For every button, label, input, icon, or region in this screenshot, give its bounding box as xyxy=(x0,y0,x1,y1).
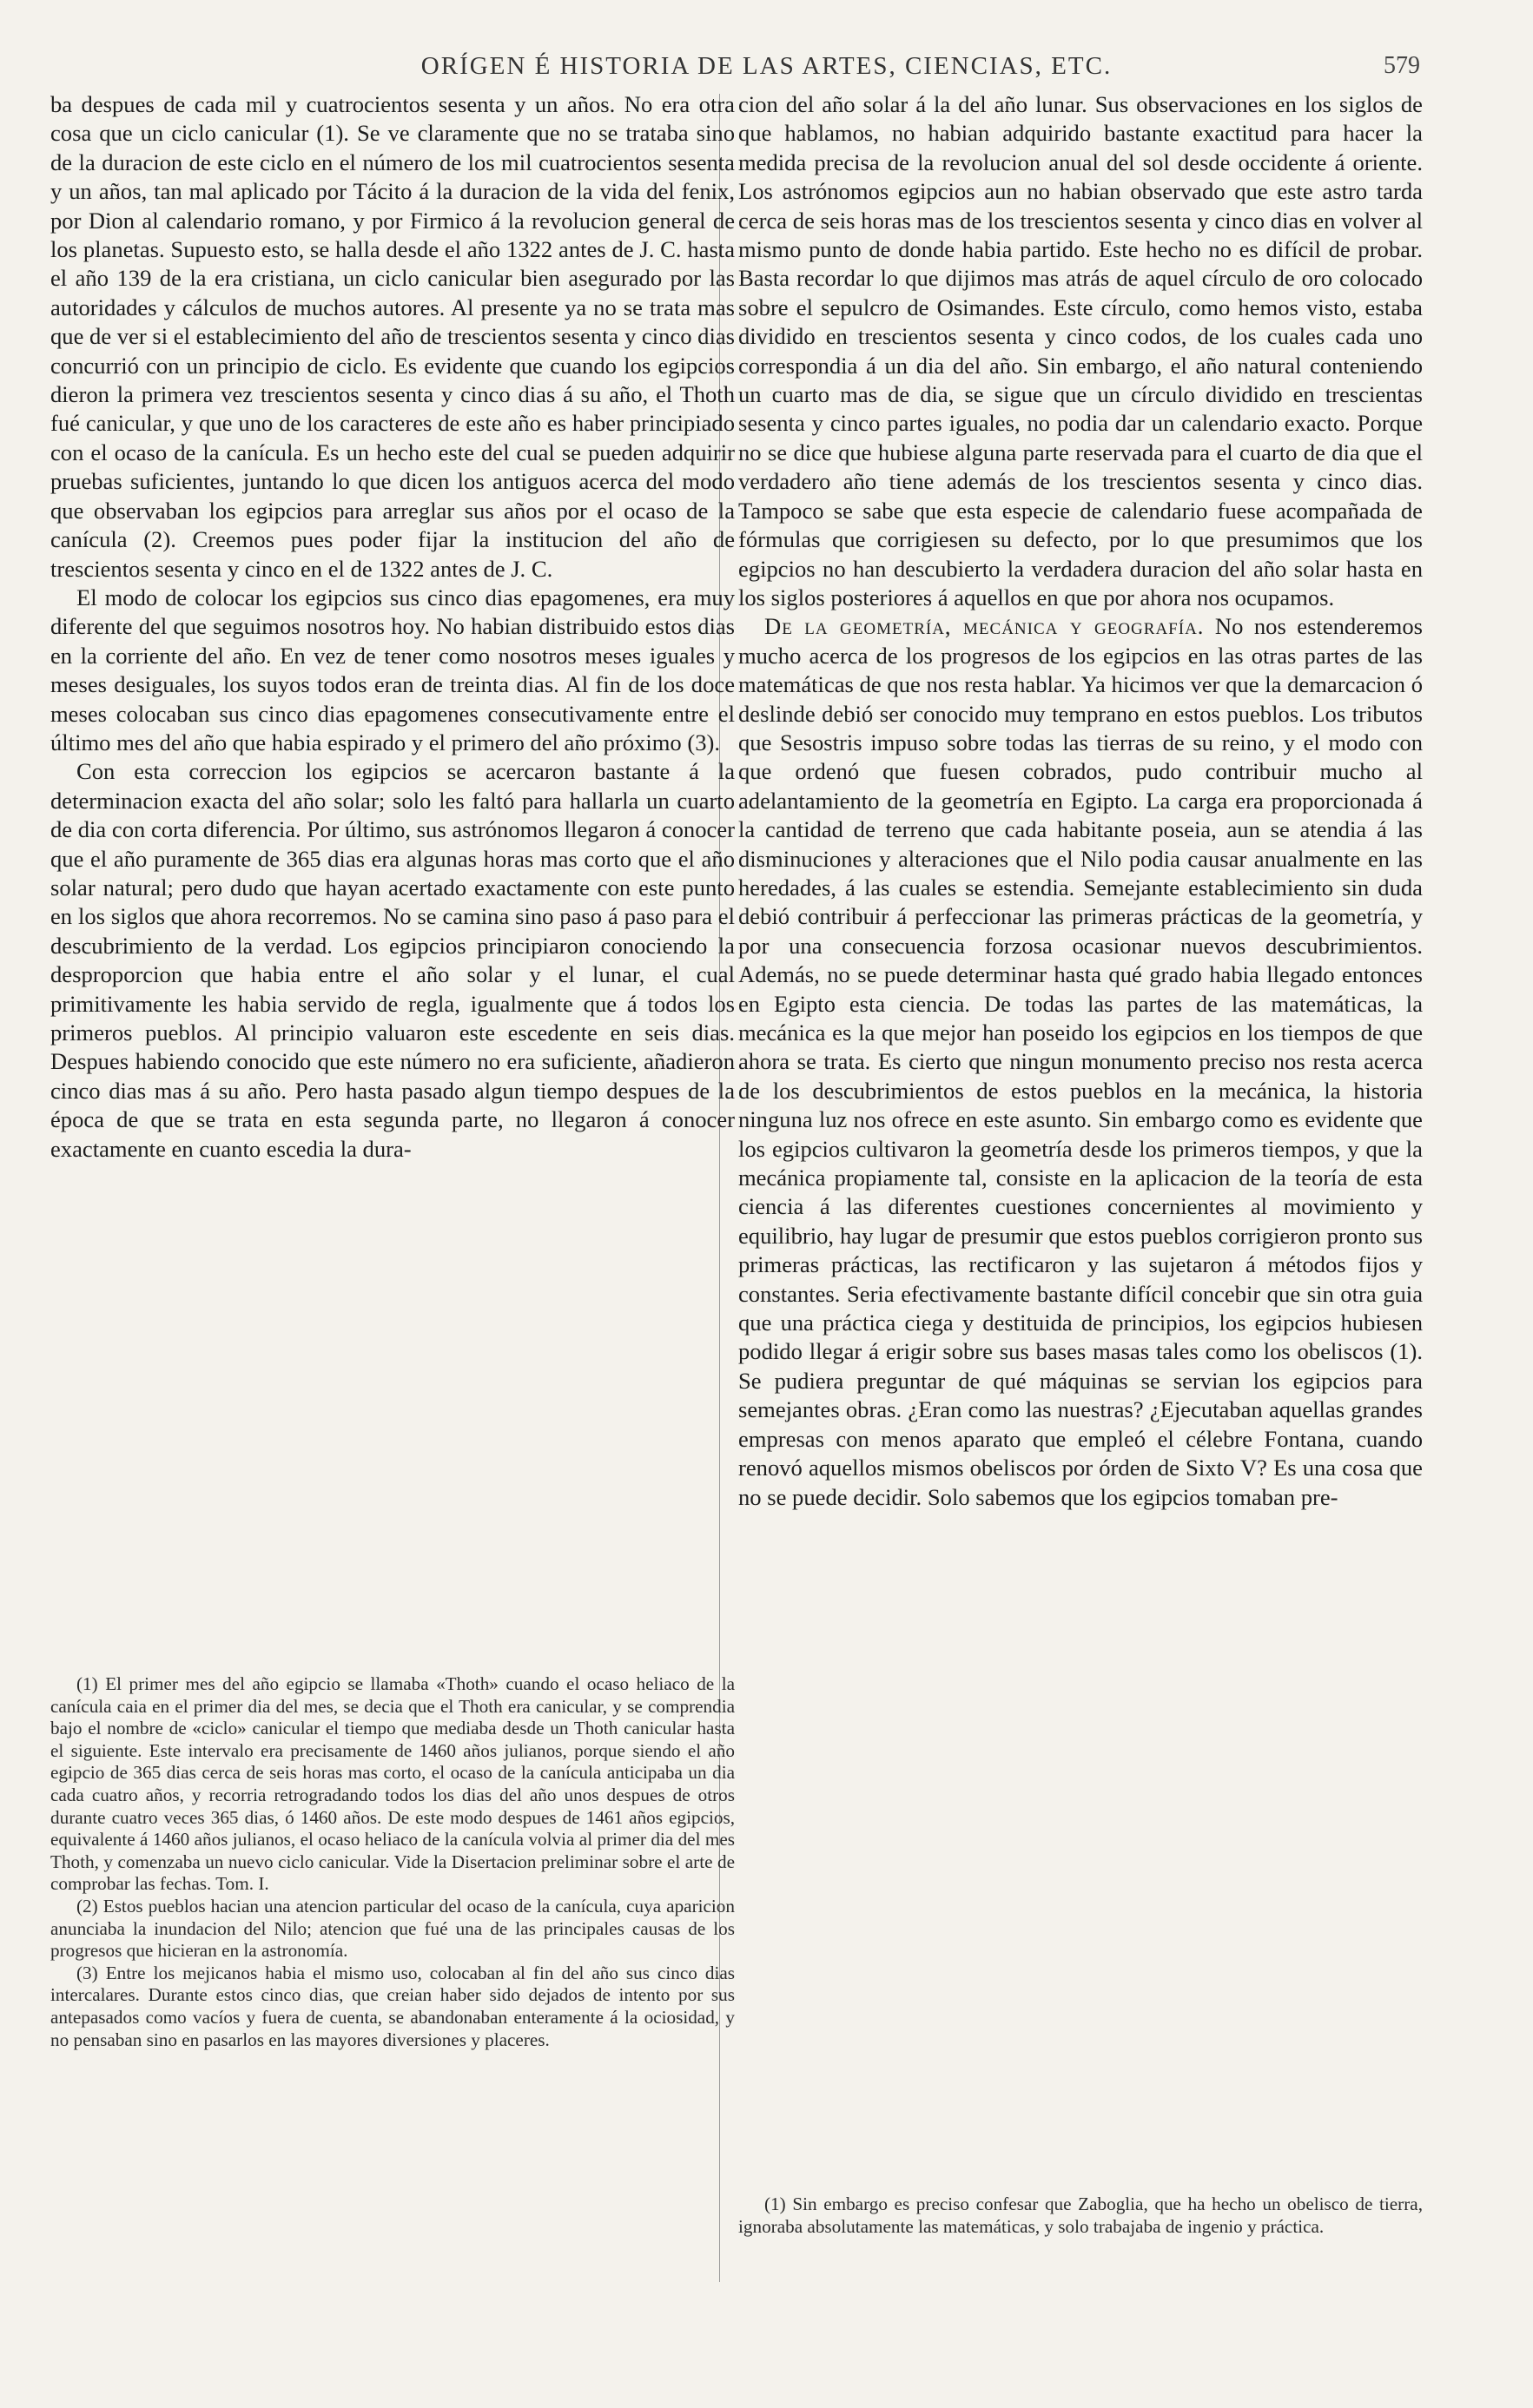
paragraph: ba despues de cada mil y cuatrocientos sesenta y un años. No era otra cosa que un ciclo canicular (1). Se ve claramente que no se trataba sino de la duracion de este ciclo en el número de los mil cuatrocientos sesenta y un años, tan mal aplicado por Tácito á la duracion de la vida del fenix, por Dion al calendario romano, y por Firmico á la revolucion general de los planetas. Supuesto esto, se halla desde el año 1322 antes de J. C. hasta el año 139 de la era cristiana, un ciclo canicular bien asegurado por las autoridades y cálculos de muchos autores. Al presente ya no se trata mas que de ver si el establecimiento del año de trescientos sesenta y cinco dias concurrió con un principio de ciclo. Es evidente que cuando los egipcios dieron la primera vez trescientos sesenta y cinco dias á su año, el Thoth fué canicular, y que uno de los caracteres de este año es haber principiado con el ocaso de la canícula. Es un hecho este del cual se pueden adquirir pruebas suficientes, juntando lo que dicen los antiguos acerca del modo que observaban los egipcios para arreglar sus años por el ocaso de la canícula (2). Creemos pues poder fijar la institucion del año de trescientos sesenta y cinco en el de 1322 antes de J. C. xyxy=(50,91,735,582)
footnote: (3) Entre los mejicanos habia el mismo uso, colocaban al fin del año sus cinco dias intercalares. Durante estos cinco dias, que creian haber sido dejados de intento por sus antepasados como vacíos y fuera de cuenta, se abandonaban enteramente á la ociosidad, y no pensaban sino en pasarlos en las mayores diversiones y placeres. xyxy=(50,1962,735,2050)
paragraph: cion del año solar á la del año lunar. Sus observaciones en los siglos de que hablamos, no habian adquirido bastante exactitud para hacer la medida precisa de la revolucion anual del sol desde occidente á oriente. Los astrónomos egipcios aun no habian observado que este astro tarda cerca de seis horas mas de los trescientos sesenta y cinco dias en volver al mismo punto de donde habia partido. Este hecho no es difícil de probar. Basta recordar lo que dijimos mas atrás de aquel círculo de oro colocado sobre el sepulcro de Osimandes. Este círculo, como hemos visto, estaba dividido en trescientos sesenta y cinco codos, de los cuales cada uno correspondia á un dia del año. Sin embargo, el año natural conteniendo un cuarto mas de dia, se sigue que un círculo dividido en trescientas sesenta y cinco partes iguales, no podia dar un calendario exacto. Porque no se dice que hubiese alguna parte reservada para el cuarto de dia que el verdadero año tiene además de los trescientos sesenta y cinco dias. Tampoco se sabe que esta especie de calendario fuese acompañada de fórmulas que corrigiesen su defecto, por lo que presumimos que los egipcios no han descubierto la verdadera duracion del año solar hasta en los siglos posteriores á aquellos en que por ahora nos ocupamos. xyxy=(738,91,1423,610)
right-footnotes xyxy=(738,2194,1423,2238)
footnote: (1) El primer mes del año egipcio se llamaba «Thoth» cuando el ocaso heliaco de la canícula caia en el primer dia del mes, se decia que el Thoth era canicular, y se comprendia bajo el nombre de «ciclo» canicular el tiempo que mediaba desde un Thoth canicular hasta el siguiente. Este intervalo era precisamente de 1460 años julianos, porque siendo el año egipcio de 365 dias cerca de seis horas mas corto, el ocaso de la canícula anticipaba un dia cada cuatro años, y recorria retrogradando todos los dias del año unos despues de otros durante cuatro veces 365 dias, ó 1460 años. De este modo despues de 1461 años egipcios, equivalente á 1460 años julianos, el ocaso heliaco de la canícula volvia al primer dia del mes Thoth, y comenzaba un nuevo ciclo canicular. Vide la Disertacion preliminar sobre el arte de comprobar las fechas. Tom. I. xyxy=(50,1673,735,1895)
left-footnotes xyxy=(50,1673,735,2051)
right-column xyxy=(738,90,1423,1512)
paragraph: Con esta correccion los egipcios se acercaron bastante á la determinacion exacta del año solar; solo les faltó para hallarla un cuarto de dia con corta diferencia. Por último, sus astrónomos llegaron á conocer que el año puramente de 365 dias era algunas horas mas corto que el año solar natural; pero dudo que hayan acertado exactamente con este punto en los siglos que ahora recorremos. No se camina sino paso á paso para el descubrimiento de la verdad. Los egipcios principiaron conociendo la desproporcion que habia entre el año solar y el lunar, el cual primitivamente les habia servido de regla, igualmente que á todos los primeros pueblos. Al principio valuaron este escedente en seis dias. Despues habiendo conocido que este número no era suficiente, añadieron cinco dias mas á su año. Pero hasta pasado algun tiempo despues de la época de que se trata en esta segunda parte, no llegaron á conocer exactamente en cuanto escedia la dura- xyxy=(50,758,735,1162)
page-number: 579 xyxy=(1384,52,1420,79)
left-column xyxy=(50,90,735,1164)
paragraph: El modo de colocar los egipcios sus cinco dias epagomenes, era muy diferente del que seguimos nosotros hoy. No habian distribuido estos dias en la corriente del año. En vez de tener como nosotros meses iguales y meses desiguales, los suyos todos eran de treinta dias. Al fin de los doce meses colocaban sus cinco dias epagomenes consecutivamente entre el último mes del año que habia espirado y el primero del año próximo (3). xyxy=(50,584,735,755)
running-title: ORÍGEN É HISTORIA DE LAS ARTES, CIENCIAS, ETC. xyxy=(420,52,1113,80)
paragraph-with-heading xyxy=(738,612,1423,1512)
footnote: (2) Estos pueblos hacian una atencion particular del ocaso de la canícula, cuya aparicion anunciaba la inundacion del Nilo; atencion que fué una de las principales causas de los progresos que hicieran en la astronomía. xyxy=(50,1895,735,1962)
running-head xyxy=(0,52,1533,87)
paragraph-text: No nos estenderemos mucho acerca de los progresos de los egipcios en las otras partes de las matemáticas de que nos resta hablar. Ya hicimos ver que la demarcacion ó deslinde debió ser conocido muy temprano en estos pueblos. Los tributos que Sesostris impuso sobre todas las tierras de su reino, y el modo con que ordenó que fuesen cobrados, pudo contribuir mucho al adelantamiento de la geometría en Egipto. La carga era proporcionada á la cantidad de terreno que cada habitante poseia, aun se atendia á las disminuciones y alteraciones que el Nilo podia causar anualmente en las heredades, á las cuales se estendia. Semejante establecimiento sin duda debió contribuir á perfeccionar las primeras prácticas de la geometría, y por una consecuencia forzosa ocasionar nuevos descubrimientos. Además, no se puede determinar hasta qué grado habia llegado entonces en Egipto esta ciencia. De todas las partes de las matemáticas, la mecánica es la que mejor han poseido los egipcios en los tiempos de que ahora se trata. Es cierto que ningun monumento preciso nos resta acerca de los descubrimientos de estos pueblos en la mecánica, la historia ninguna luz nos ofrece en este asunto. Sin embargo como es evidente que los egipcios cultivaron la geometría desde los primeros tiempos, y que la mecánica propiamente tal, consiste en la aplicacion de la teoría de esta ciencia á las diferentes cuestiones concernientes al movimiento y equilibrio, hay lugar de presumir que estos pueblos corrigieron pronto sus primeras prácticas, las rectificaron y las sujetaron á métodos fijos y constantes. Seria efectivamente bastante difícil concebir que sin otra guia que una práctica ciega y destituida de principios, los egipcios hubiesen podido llegar á erigir sobre sus bases masas tales como los obeliscos (1). Se pudiera preguntar de qué máquinas se servian los egipcios para semejantes obras. ¿Eran como las nuestras? ¿Ejecutaban aquellas grandes empresas con menos aparato que empleó el célebre Fontana, cuando renovó aquellos mismos obeliscos por órden de Sixto V? Es una cosa que no se puede decidir. Solo sabemos que los egipcios tomaban pre- xyxy=(738,613,1423,1510)
footnote: (1) Sin embargo es preciso confesar que Zaboglia, que ha hecho un obelisco de tierra, ignoraba absolutamente las matemáticas, y solo trabajaba de ingenio y práctica. xyxy=(738,2194,1423,2237)
section-heading: De la geometría, mecánica y geografía. xyxy=(764,613,1205,640)
